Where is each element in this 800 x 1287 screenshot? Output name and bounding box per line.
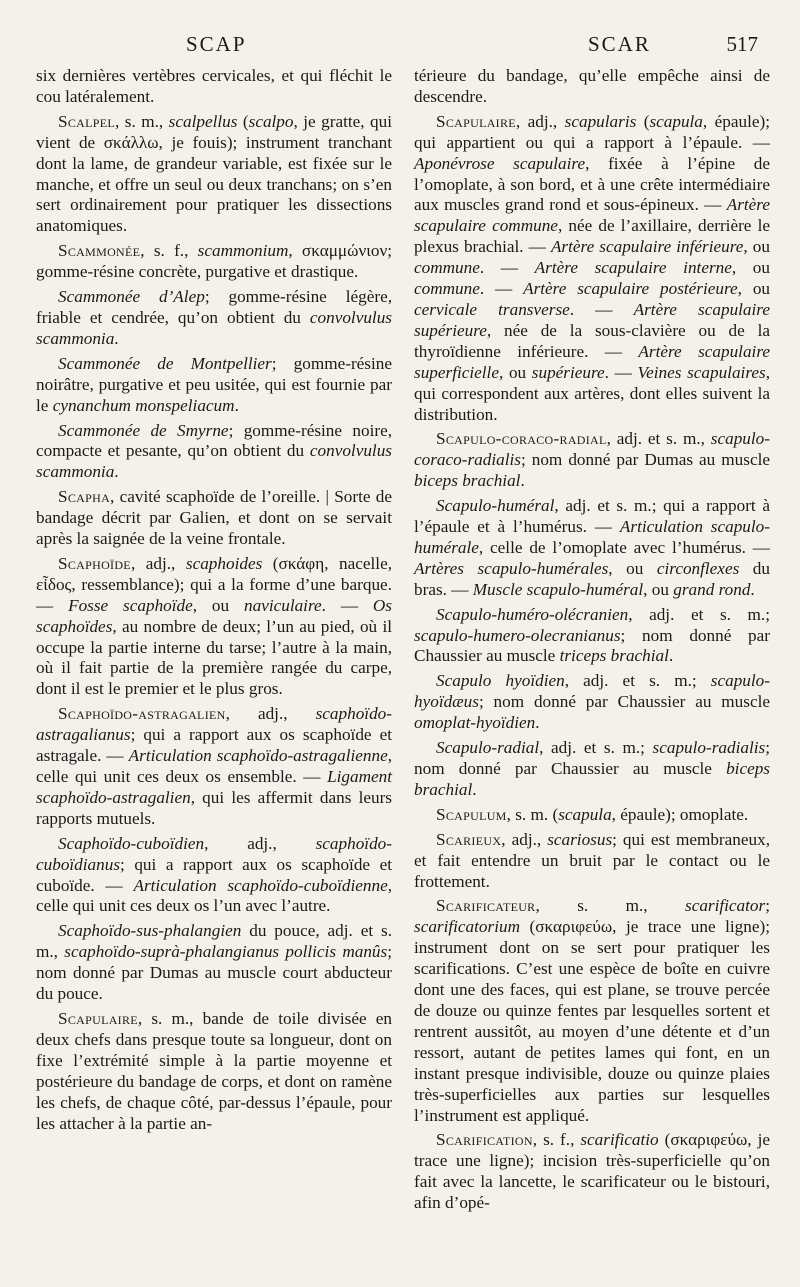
entry-text: . —	[479, 258, 535, 278]
entry-text: convolvulus scammonia	[36, 307, 392, 348]
entry-text: . —	[321, 595, 373, 615]
entry-text: Fosse scaphoïde	[68, 595, 193, 615]
entry-text: (	[636, 111, 650, 131]
entry-text: scaphoïdo-cuboïdianus	[36, 833, 392, 874]
entry-text: cervicale transverse	[414, 299, 570, 319]
dictionary-entry	[36, 112, 392, 237]
entry-text: ; nom donné par Dumas au muscle	[520, 450, 770, 470]
dictionary-entry	[36, 1009, 392, 1134]
entry-text: commune	[414, 279, 480, 299]
entry-text: , je gratte, qui vient de σκάλλω, je fouis); instrument tranchant dont la lame, de grandeur variable, est fixée sur le manche, et offre un seul ou deux tranchans; on s’en sert ordinairement pour pratiquer les dissections anatomiques.	[36, 111, 392, 236]
entry-headword: Scapulo-coraco-radial	[436, 429, 607, 449]
entry-text: , adj. et s. m.;	[564, 671, 711, 691]
entry-text: , s. f.,	[532, 1130, 581, 1150]
entry-text: .	[535, 713, 540, 733]
entry-text: biceps brachial	[414, 759, 770, 799]
entry-headword: Scaphoïde	[58, 553, 131, 573]
entry-text: scapularis	[564, 111, 637, 131]
entry-text: naviculaire	[244, 595, 322, 615]
entry-headword: Scammonée	[58, 241, 141, 261]
entry-text: scapulo-radialis	[652, 738, 766, 758]
entry-text: , qui les affermit dans leurs rapports mutuels.	[36, 787, 392, 828]
entry-text: ;	[765, 896, 770, 916]
entry-text: grand rond	[673, 579, 751, 599]
entry-text: Aponévrose scapulaire	[414, 153, 586, 173]
entry-text: Scaphoïdo-sus-phalangien	[58, 921, 242, 941]
entry-text: ; nom donné par Dumas au muscle court abducteur du pouce.	[36, 942, 392, 1004]
dictionary-entry	[414, 671, 770, 734]
dictionary-entry	[36, 287, 392, 350]
entry-text: .	[114, 462, 119, 482]
entry-text: Scammonée de Smyrne	[58, 420, 229, 440]
entry-text: , épaule); omoplate.	[611, 804, 749, 824]
entry-text: , adj.,	[225, 704, 316, 724]
entry-text: triceps brachial	[559, 646, 669, 666]
entry-text: Articulation scaphoïdo-astragalienne	[128, 746, 388, 766]
dictionary-entry	[414, 805, 770, 826]
entry-text: , adj.,	[515, 111, 565, 131]
dictionary-entry	[414, 738, 770, 801]
entry-text: Articulation scaphoïdo-cuboïdienne	[133, 875, 388, 895]
entry-text: ; nom donné par Chaussier au muscle	[414, 738, 770, 778]
dictionary-entry	[36, 554, 392, 700]
entry-text: Os scaphoïdes	[36, 595, 392, 636]
entry-text: , s. m.,	[535, 896, 685, 916]
entry-text: ; qui est membraneux, et fait entendre un bruit par le contact ou le frottement.	[414, 829, 770, 891]
dictionary-entry	[36, 487, 392, 550]
dictionary-entry	[36, 921, 392, 1005]
entry-text: , celle de l’omoplate avec l’humérus. —	[478, 537, 770, 557]
entry-text: scarificator	[685, 896, 766, 916]
entry-text: Artère scapulaire inférieure	[550, 237, 744, 257]
entry-headword: Scarification	[436, 1130, 533, 1150]
dictionary-entry	[414, 429, 770, 492]
entry-text: biceps brachial	[414, 471, 521, 491]
entry-text: Scapulo-radial	[436, 738, 540, 758]
entry-text: Scammonée de Montpellier	[58, 353, 272, 373]
entry-text: (σκαριφεύω, je trace une ligne); instrument dont on se sert pour pratiquer les scarifications. C’est une espèce de boîte en cuivre dont une des faces, qui est plane, se trouve percée de douze ou quinze fentes par lesquelles sortent et rentrent aussitôt, au moyen d’une détente et d’un ressort, autant de petites lames qui font, en un instant presque indivisible, douze ou quinze plaies très-superficielles aux parties sur lesquelles l’instrument est appliqué.	[414, 917, 770, 1125]
entry-headword: Scapulum	[436, 804, 507, 824]
dictionary-entry	[36, 421, 392, 484]
entry-text: , adj. et s. m.; qui a rapport à l’épaule et à l’humérus. —	[414, 496, 770, 537]
entry-text: scaphoïdo-suprà-phalangianus pollicis manûs	[64, 942, 388, 962]
left-column	[36, 66, 392, 1218]
entry-text: , ou	[498, 362, 532, 382]
dictionary-entry	[414, 896, 770, 1126]
entry-text: .	[668, 646, 674, 666]
dictionary-entry	[36, 354, 392, 417]
entry-text: scapulo-hyoïdæus	[414, 671, 770, 712]
entry-text: Ligament scaphoïdo-astragalien	[36, 767, 392, 807]
entry-text: (σκάφη, nacelle, εἶδος, ressemblance); qui a la forme d’une barque. —	[36, 553, 392, 615]
entry-text: , cavité scaphoïde de l’oreille. | Sorte de bandage décrit par Galien, et dont on se servait après la saignée de la veine frontale.	[36, 487, 392, 549]
entry-text: circonflexes	[656, 558, 740, 578]
entry-text: scarificatorium	[414, 917, 520, 937]
entry-text: Muscle scapulo-huméral	[472, 579, 644, 599]
entry-text: Scapulo-huméro-olécranien	[436, 604, 629, 624]
entry-text: , née de l’axillaire, derrière le plexus brachial. —	[414, 216, 770, 257]
right-column	[414, 66, 770, 1218]
entry-text: du pouce, adj. et s. m.,	[36, 921, 392, 962]
entry-text: scapula	[558, 804, 612, 824]
entry-headword: Scarieux	[436, 829, 502, 849]
entry-headword: Scapha	[58, 487, 111, 507]
entry-text: . —	[479, 279, 524, 299]
entry-text: , ou	[737, 279, 771, 299]
header-left-guide-word: SCAP	[186, 32, 247, 56]
entry-text: , épaule); qui appartient ou qui a rapport à l’épaule. —	[414, 111, 770, 152]
entry-text: , s. m.,	[115, 111, 169, 131]
entry-text: , celle qui unit ces deux os ensemble. —	[36, 746, 392, 786]
entry-text: omoplat-hyoïdien	[414, 713, 536, 733]
entry-text: Articulation scapulo-humérale	[414, 517, 770, 557]
dictionary-entry	[414, 830, 770, 893]
entry-text: . —	[604, 362, 638, 382]
entry-text: , adj.,	[204, 833, 316, 853]
entry-text: , ou	[743, 237, 770, 257]
entry-text: six dernières vertèbres cervicales, et qui fléchit le cou latéralement.	[36, 66, 392, 106]
entry-text: convolvulus scammonia	[36, 441, 392, 482]
entry-text: , ou	[608, 558, 657, 578]
entry-headword: Scarificateur	[436, 896, 536, 916]
entry-text: scaphoides	[185, 553, 263, 573]
page-number: 517	[726, 32, 758, 56]
entry-text: .	[520, 471, 525, 491]
entry-text: (	[237, 111, 249, 131]
entry-text: Scaphoïdo-cuboïdien	[58, 833, 205, 853]
entry-text: , fixée à l’épine de l’omoplate, à son bord, et à une crête intermédiaire aux muscles grand rond et sous-épineux. —	[414, 153, 770, 215]
entry-text: térieure du bandage, qu’elle empêche ainsi de descendre.	[414, 66, 770, 106]
entry-text: Artère scapulaire supérieure	[414, 299, 770, 340]
entry-text: cynanchum monspeliacum	[52, 395, 235, 415]
dictionary-entry	[36, 66, 392, 108]
entry-text: scaphoïdo-astragalianus	[36, 704, 392, 745]
entry-text: , au nombre de deux; l’un au pied, où il occupe la partie interne du tarse; l’autre à la main, où il fait partie de la première rangée du carpe, dont il est le premier et le plus gros.	[36, 616, 392, 699]
entry-text: scammonium	[197, 241, 289, 261]
entry-text: , s. f.,	[140, 241, 198, 261]
entry-headword: Scalpel	[58, 111, 115, 131]
entry-text: scariosus	[547, 829, 613, 849]
entry-text: , s. m., bande de toile divisée en deux chefs dans presque toute sa longueur, dont on fixe l’extrémité simple à la partie moyenne et postérieure du bandage de corps, et dont on ramène les chefs, de chaque côté, par-dessus l’épaule, pour les attacher à la partie an-	[36, 1008, 392, 1133]
entry-text: Scapulo-huméral	[436, 496, 555, 516]
dictionary-entry	[414, 496, 770, 601]
entry-text: , s. m. (	[506, 804, 559, 824]
entry-text: , adj. et s. m.,	[606, 429, 711, 449]
entry-text: .	[472, 779, 477, 799]
running-header	[36, 32, 772, 66]
text-columns	[36, 66, 772, 1218]
entry-text: , celle qui unit ces deux os l’un avec l’autre.	[36, 875, 392, 916]
entry-text: .	[750, 579, 755, 599]
entry-text: , ou	[731, 258, 770, 278]
dictionary-entry	[414, 112, 770, 426]
entry-text: . —	[569, 299, 634, 319]
entry-text: .	[114, 328, 119, 348]
header-right-guide-word: SCAR	[588, 32, 651, 56]
entry-text: Veines scapulaires	[637, 362, 766, 382]
dictionary-entry	[414, 66, 770, 108]
entry-text: ; nom donné par Chaussier au muscle	[478, 692, 770, 712]
entry-text: , adj.,	[501, 829, 548, 849]
entry-headword: Scapulaire	[436, 111, 516, 131]
entry-text: Artère scapulaire commune	[414, 195, 770, 236]
entry-text: Artère scapulaire interne	[534, 258, 732, 278]
entry-text: (σκαριφεύω, je trace une ligne); incision très-superficielle qu’on fait avec la lancette, le scarificateur ou le bistouri, afin d’opé-	[414, 1130, 770, 1213]
entry-text: Artère scapulaire superficielle	[414, 341, 770, 382]
entry-text: ; nom donné par Chaussier au muscle	[414, 625, 770, 666]
entry-text: scapulo-coraco-radialis	[414, 429, 770, 470]
entry-text: ; gomme-résine noire, compacte et pesante, qu’on obtient du	[36, 420, 392, 461]
entry-text: , adj. et s. m.;	[628, 604, 770, 624]
entry-text: supérieure	[531, 362, 605, 382]
entry-text: Artère scapulaire postérieure	[523, 279, 738, 299]
entry-text: .	[234, 395, 239, 415]
entry-text: ; gomme-résine noirâtre, purgative et peu usitée, qui est fournie par le	[36, 353, 392, 415]
entry-text: , adj. et s. m.;	[539, 738, 653, 758]
entry-text: scapulo-humero-olecranianus	[414, 625, 621, 645]
entry-text: scarificatio	[580, 1130, 659, 1150]
entry-text: , ou	[192, 595, 244, 615]
entry-text: scapula	[649, 111, 703, 131]
entry-text: scalpo	[248, 111, 294, 131]
entry-text: , σκαμμώνιον; gomme-résine concrète, purgative et drastique.	[36, 241, 392, 282]
dictionary-entry	[36, 241, 392, 283]
entry-headword: Scaphoïdo-astragalien	[58, 704, 226, 724]
entry-text: ; qui a rapport aux os scaphoïde et cuboïde. —	[36, 854, 392, 895]
dictionary-entry	[36, 704, 392, 829]
entry-text: scalpellus	[168, 111, 238, 131]
dictionary-entry	[414, 1130, 770, 1214]
entry-text: , ou	[643, 579, 674, 599]
entry-headword: Scapulaire	[58, 1008, 138, 1028]
entry-text: Scammonée d’Alep	[58, 287, 205, 307]
dictionary-entry	[36, 834, 392, 918]
entry-text: Scapulo hyoïdien	[436, 671, 565, 691]
entry-text: ; gomme-résine légère, friable et cendrée, qu’on obtient du	[36, 287, 392, 327]
dictionary-entry	[414, 605, 770, 668]
entry-text: Artères scapulo-humérales	[414, 558, 609, 578]
entry-text: du bras. —	[414, 558, 770, 599]
entry-text: ; qui a rapport aux os scaphoïde et astragale. —	[36, 725, 392, 766]
entry-text: , adj.,	[130, 553, 186, 573]
entry-text: , qui correspondent aux artères, dont elles suivent la distribution.	[414, 362, 770, 424]
entry-text: , née de la sous-clavière ou de la thyroïdienne inférieure. —	[414, 320, 770, 361]
entry-text: commune	[414, 258, 480, 278]
